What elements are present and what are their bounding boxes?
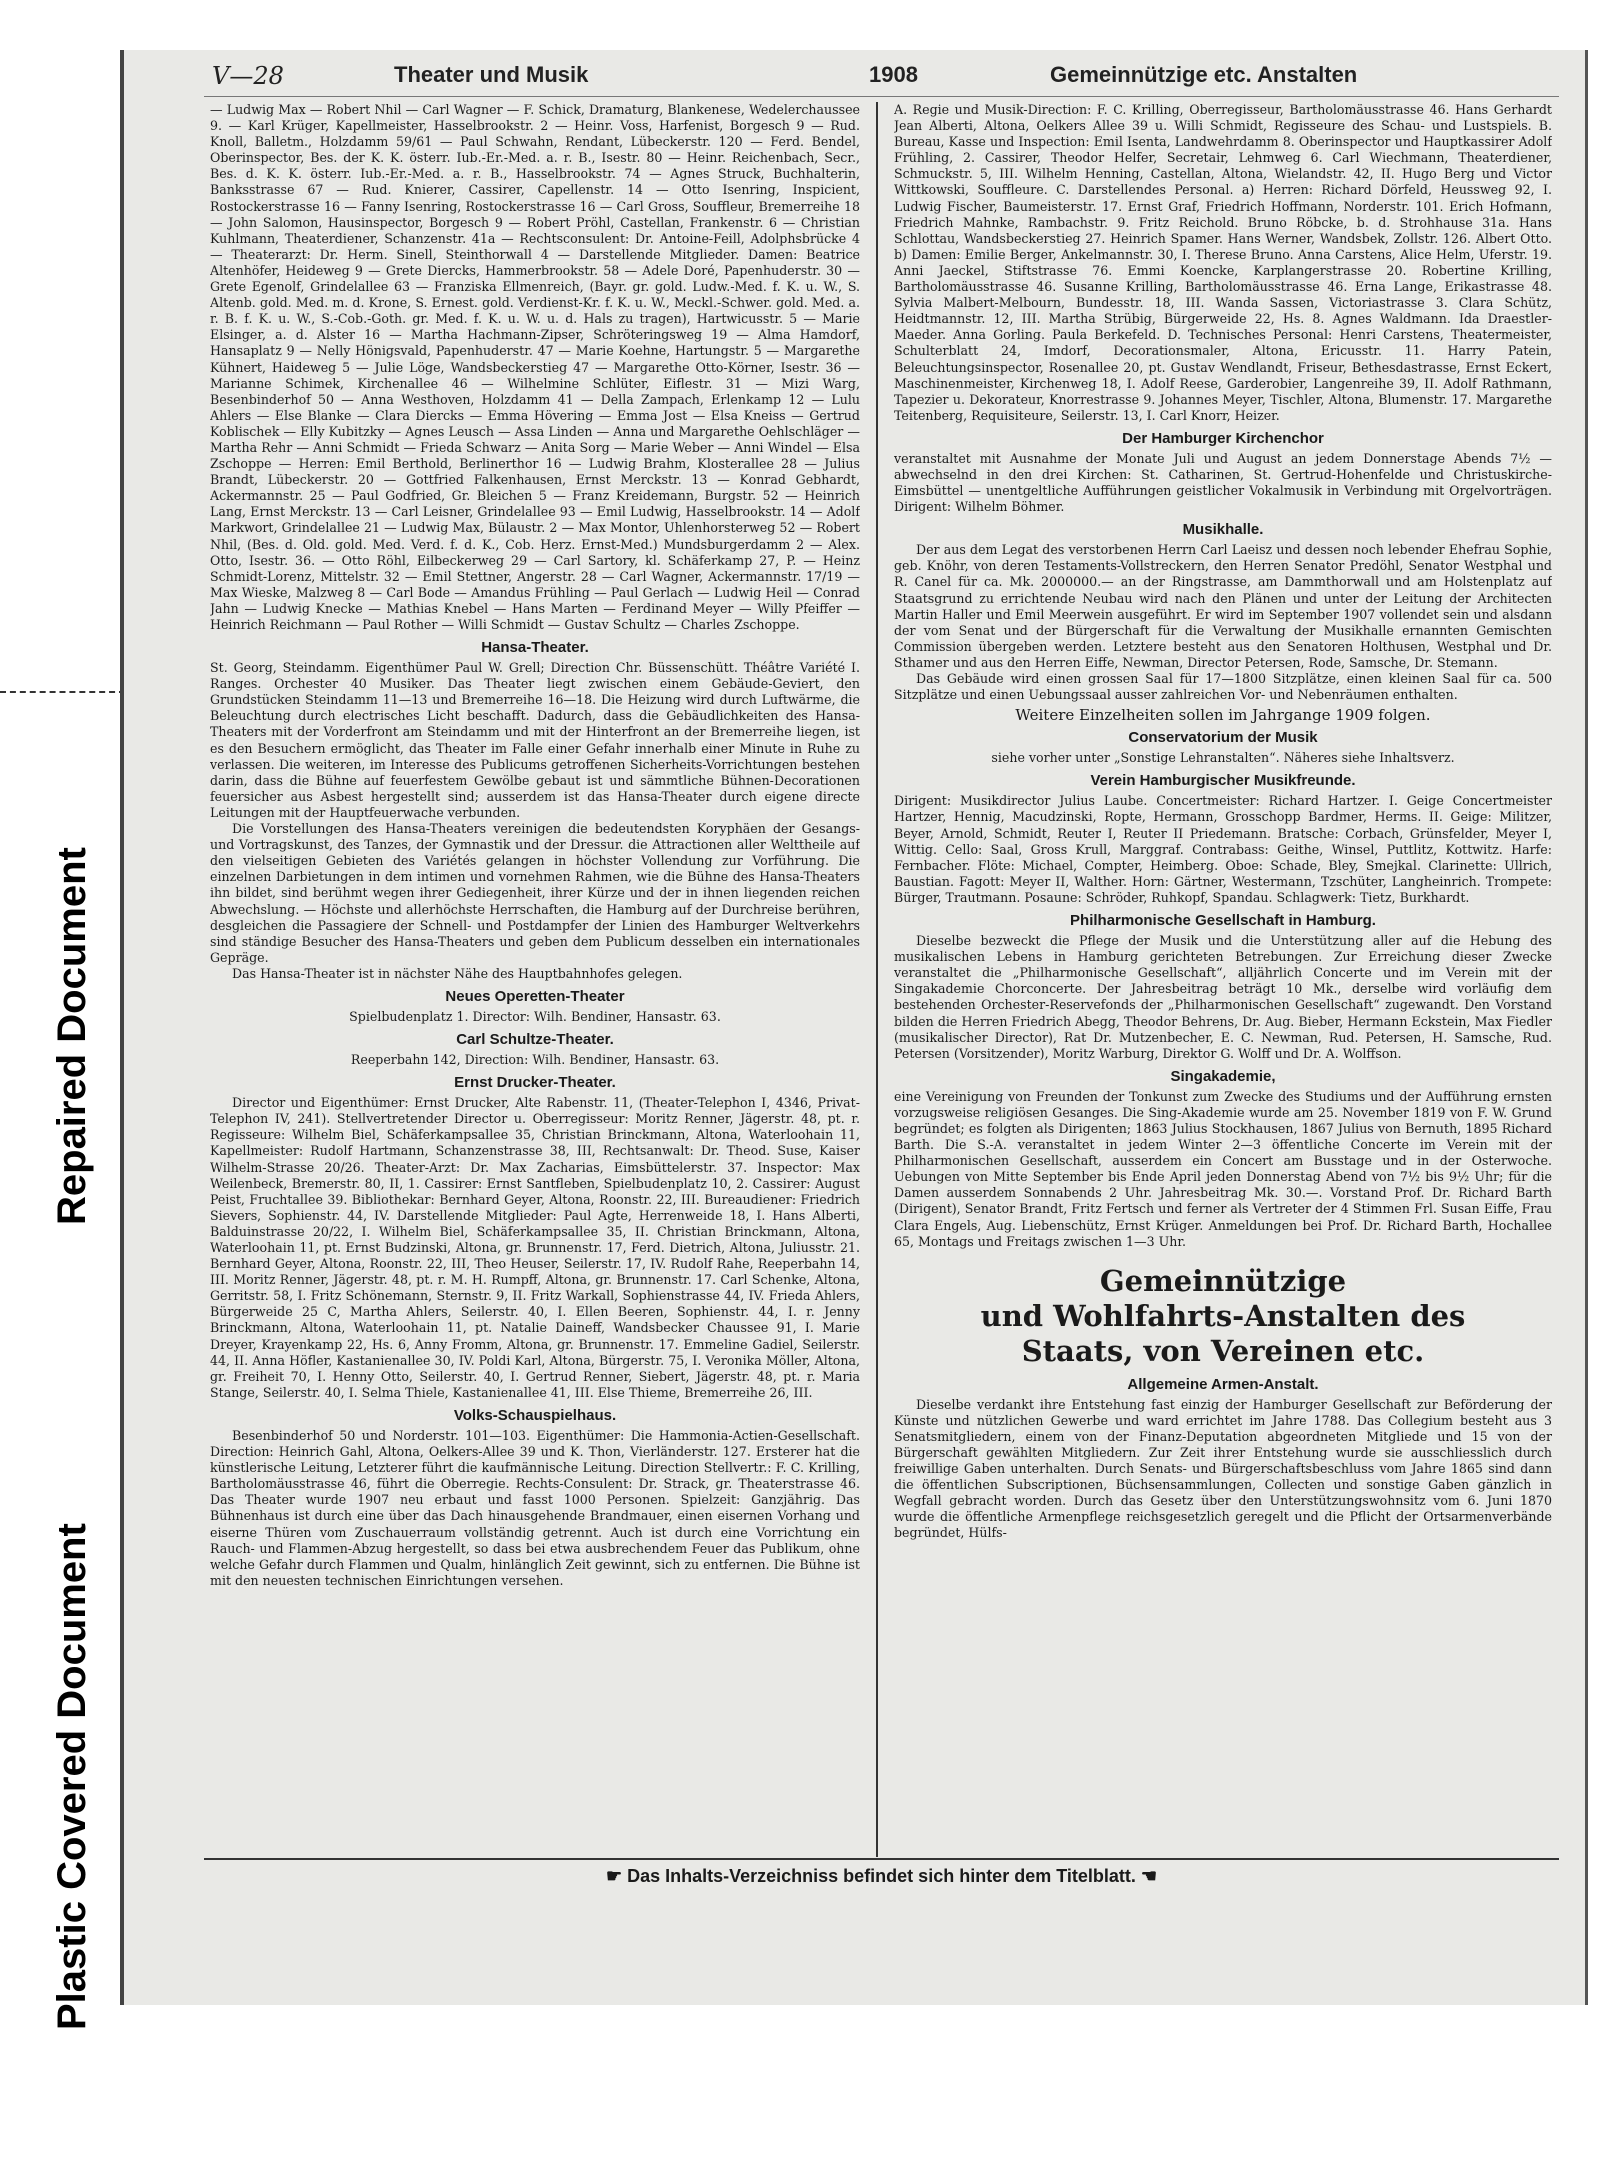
page-content bbox=[204, 58, 1559, 1998]
scanned-page bbox=[120, 50, 1588, 2005]
armen-anstalt-paragraph: Dieselbe verdankt ihre Entstehung fast einzig der Hamburger Gesellschaft zur Beförderung der Künste und nützlichen Gewerbe und ward errichtet im Jahre 1788. Das Collegium besteht aus 3 Senatsmitgliedern, einem von der Finanz-Deputation abgeordneten Mitgliede und 15 von der Bürgerschaft gewählten Mitgliedern. Zur Zeit ihrer Entstehung wurde sie ausschliesslich durch freiwillige Gaben unterhalten. Durch Senats- und Bürgerschaftsbeschluss vom Jahre 1865 sind dann die öffentlichen Subscriptionen, Büchsensammlungen, Collecten und sonstige Gaben gänzlich in Wegfall gebracht worden. Durch das Gesetz über den Unterstützungswohnsitz vom 6. Juni 1870 wurde die öffentliche Armenpflege reichsgesetzlich geregelt und die Pflicht der Ortsarmenverbände begründet, Hülfs- bbox=[894, 1396, 1552, 1541]
kirchenchor-paragraph: veranstaltet mit Ausnahme der Monate Juli und August an jedem Donnerstage Abends 7½ — abwechselnd in den drei Kirchen: St. Catharinen, St. Gertrud-Hohenfelde und Christuskirche-Eimsbüttel — unentgeltliche Aufführungen geistlicher Vokalmusik in Verbindung mit Orgelvorträgen. Dirigent: Wilhelm Böhmer. bbox=[894, 450, 1552, 515]
operetten-paragraph: Spielbudenplatz 1. Director: Wilh. Bendiner, Hansastr. 63. bbox=[349, 1008, 721, 1024]
section-title-singakademie: Singakademie, bbox=[1170, 1067, 1276, 1085]
section-title-armen-anstalt: Allgemeine Armen-Anstalt. bbox=[1127, 1375, 1319, 1393]
section-title-conservatorium: Conservatorium der Musik bbox=[1128, 729, 1318, 747]
chapter-title bbox=[894, 1264, 1552, 1369]
repaired-document-label: Repaired Document bbox=[50, 847, 94, 1225]
hansa-paragraph-1: St. Georg, Steindamm. Eigenthümer Paul W. Grell; Direction Chr. Büssenschütt. Théâtre Variété I. Ranges. Orchester 40 Musiker. Das Theater liegt zwischen einem Gebäude-Geviert, den Grundstücken Steindamm 11—13 und Bremerreihe 16—18. Die Heizung wird durch Luftwärme, die Beleuchtung durch electrisches Licht beschafft. Dadurch, dass die Gebäudlichkeiten des Hansa-Theaters mit der Vorderfront am Steindamm und mit der Hinterfront an der Bremerreihe liegen, ist es den Besuchern ermöglicht, das Theater im Falle einer Gefahr innerhalb einer Minute in Ruhe zu verlassen. Die weiteren, im Interesse des Publicums getroffenen Sicherheits-Vorrichtungen bestehen darin, dass die Bühne auf feuerfestem Gewölbe gebaut ist und sämmtliche Bühnen-Decorationen feuersicher aus Asbest hergestellt sind; ausserdem ist das Hansa-Theater durch eigene directe Leitungen mit der Hauptfeuerwache verbunden. bbox=[210, 660, 860, 820]
philharmonie-paragraph: Dieselbe bezweckt die Pflege der Musik und die Unterstützung aller auf die Hebung des musikalischen Lebens in Hamburg gerichteten Betrebungen. Zur Erreichung dieser Zwecke veranstaltet die „Philharmonische Gesellschaft“, alljährlich Concerte und im Verein mit der Singakademie Chorconcerte. Der Jahresbeitrag beträgt 10 Mk., derselbe wird vorläufig dem bestehenden Orchester-Reservefonds der „Philharmonischen Gesellschaft“ zugewandt. Den Vorstand bilden die Herren Friedrich Abegg, Theodor Behrens, Dr. Aug. Bieber, Hermann Eckstein, Max Fiedler (musikalischer Director), Rat Dr. Mutzenbecher, E. C. Newman, Rud. Petersen, H. Samsche, Rud. Petersen (Vorsitzender), Moritz Warburg, Direktor G. Wolff und Dr. A. Wolffson. bbox=[894, 933, 1552, 1061]
section-title-operetten: Neues Operetten-Theater bbox=[445, 987, 625, 1005]
section-title-hansa: Hansa-Theater. bbox=[481, 639, 589, 657]
musikhalle-paragraph-1: Der aus dem Legat des verstorbenen Herrn Carl Laeisz und dessen noch lebender Ehefrau Sophie, geb. Knöhr, von deren Testaments-Vollstreckern, den Herren Senator Predöhl, Senator Westphal und R. Canel für ca. Mk. 2000000.— an der Ringstrasse, am Dammthorwall und am Holstenplatz auf Staatsgrund zu errichtende Neubau wird nach den Plänen und unter der Leitung der Architecten Martin Haller und Emil Meerwein ausgeführt. Er wird im September 1907 vollendet sein und alsdann der vom Senat und der Bürgerschaft für die Verwaltung der Musikhalle ernannten Gemischten Commission übergeben werden. Letztere besteht aus den Senatoren Holthusen, Westphal und Dr. Sthamer und aus den Herren Eiffe, Newman, Director Petersen, Rode, Samsche, Dr. Stemann. bbox=[894, 542, 1552, 670]
left-column bbox=[210, 102, 860, 1857]
section-title-volks: Volks-Schauspielhaus. bbox=[453, 1406, 617, 1424]
section-title-musikhalle: Musikhalle. bbox=[1182, 521, 1264, 539]
singakademie-paragraph: eine Vereinigung von Freunden der Tonkunst zum Zwecke des Studiums und der Aufführung ernsten vorzugsweise religiösen Gesanges. Die Sing-Akademie wurde am 25. November 1819 von F. W. Grund begründet; es folgten als Dirigenten; 1863 Julius Stockhausen, 1867 Julius von Bernuth, 1895 Richard Barth. Die S.-A. veranstaltet in jedem Winter 2—3 öffentliche Concerte im Verein mit der Philharmonischen Gesellschaft, ausserdem ein Concert am Busstage und in der Osterwoche. Uebungen von Mitte September bis Ende April jeden Donnerstag Abend von 7½ bis 9½ Uhr; für die Damen ausserdem Sonnabends 2 Uhr. Jahresbeitrag Mk. 30.—. Vorstand Prof. Dr. Richard Barth (Dirigent), Senator Brandt, Fritz Fertsch und ferner als Vertreter der 4 Stimmen Frl. Susan Eiffe, Frau Clara Engels, Aug. Liebenschütz, Ernst Krüger. Anmeldungen bei Prof. Dr. Richard Barth, Hochallee 65, Montags und Freitags zwischen 1—3 Uhr. bbox=[894, 1088, 1552, 1249]
section-title-schultze: Carl Schultze-Theater. bbox=[456, 1031, 614, 1049]
footer-text: Das Inhalts-Verzeichniss befindet sich hinter dem Titelblatt. bbox=[627, 1866, 1136, 1886]
verein-paragraph: Dirigent: Musikdirector Julius Laube. Concertmeister: Richard Hartzer. I. Geige Concertmeister Hartzer, Hennig, Macudzinski, Ropte, Hermann, Grosschopp Bardmer, Herms. II. Geige: Militzer, Beyer, Arnold, Schmidt, Reuter I, Reuter II Priedemann. Bratsche: Corbach, Grünsfelder, Meyer I, Wittig. Cello: Saal, Gross Krull, Marggraf. Contrabass: Geithe, Winsel, Puttlitz, Kottwitz. Harfe: Fernbacher. Flöte: Michael, Compter, Heimberg. Oboe: Schade, Bley, Smejkal. Clarinette: Ullrich, Baustian. Fagott: Meyer II, Walther. Horn: Gärtner, Westermann, Tzschüter, Langheinrich. Trompete: Bürger, Trautmann. Posaune: Schröder, Ruhkopf, Spandau. Schlagwerk: Tietz, Burkhardt. bbox=[894, 793, 1552, 905]
pointing-hand-right-icon: ☛ bbox=[605, 1866, 623, 1886]
pointing-hand-left-icon: ☚ bbox=[1140, 1866, 1158, 1886]
header-left-title: Theater und Musik bbox=[394, 62, 589, 87]
conservatorium-paragraph: siehe vorher unter „Sonstige Lehranstalten“. Näheres siehe Inhaltsverz. bbox=[991, 750, 1455, 766]
section-title-drucker: Ernst Drucker-Theater. bbox=[454, 1074, 616, 1092]
chapter-title-line-3: Staats, von Vereinen etc. bbox=[1021, 1333, 1425, 1368]
footer-notice bbox=[204, 1866, 1559, 1887]
volks-paragraph: Besenbinderhof 50 und Norderstr. 101—103. Eigenthümer: Die Hammonia-Actien-Gesellschaft. Direction: Heinrich Gahl, Altona, Oelkers-Allee 39 und K. Thon, Vierländerstr. 127. Ersterer hat die künstlerische Leitung, Letzterer führt die kaufmännische Leitung. Direction Stellvertr.: F. C. Krilling, Bartholomäusstrasse 46, führt die Oberregie. Rechts-Consulent: Dr. Strack, gr. Theaterstrasse 46. Das Theater wurde 1907 neu erbaut und fasst 1000 Personen. Spielzeit: Ganzjährig. Das Bühnenhaus ist durch eine über das Dach hinausgehende Brandmauer, einen eisernen Vorhang und eiserne Thüren vom Zuschauerraum vollständig getrennt. Auch ist durch eine Vorrichtung ein Rauch- und Flammen-Abzug hergestellt, so dass bei etwa ausbrechendem Feuer das Publikum, ohne welche Gefahr durch Flammen und Qualm, hinlänglich Zeit gewinnt, sich zu entfernen. Die Bühne ist mit den neuesten technischen Einrichtungen versehen. bbox=[210, 1427, 860, 1588]
schultze-paragraph: Reeperbahn 142, Direction: Wilh. Bendiner, Hansastr. 63. bbox=[350, 1052, 720, 1068]
text-columns bbox=[204, 102, 1559, 1857]
musikhalle-paragraph-2: Das Gebäude wird einen grossen Saal für 17—1800 Sitzplätze, einen kleinen Saal für ca. 500 Sitzplätze und einen Uebungssaal ausser zahlreichen Vor- und Nebenräumen enthalten. bbox=[894, 671, 1552, 703]
footer-rule bbox=[204, 1858, 1559, 1860]
section-title-philharmonie: Philharmonische Gesellschaft in Hamburg. bbox=[1070, 912, 1376, 930]
section-title-verein: Verein Hamburgischer Musikfreunde. bbox=[1090, 772, 1356, 790]
header-right-title: Gemeinnützige etc. Anstalten bbox=[1050, 62, 1358, 87]
side-labels bbox=[0, 0, 115, 2177]
section-title-kirchenchor: Der Hamburger Kirchenchor bbox=[1122, 429, 1324, 447]
page-header bbox=[204, 58, 1559, 97]
column-divider bbox=[876, 102, 878, 1857]
hansa-paragraph-2: Die Vorstellungen des Hansa-Theaters vereinigen die bedeutendsten Koryphäen der Gesangs- und Vortragskunst, des Tanzes, der Gymnastik und der Dressur. die Attractionen aller Welttheile auf den vielseitigen Gebieten des Variétés gelangen in höchster Vollendung zur Vorführung. Die einzelnen Darbietungen in dem intimen und vornehmen Rahmen, wie die Bühne des Hansa-Theaters ihn bildet, sind berühmt wegen ihrer Gediegenheit, ihrer Kürze und der in ihnen liegenden reichen Abwechslung. — Höchste und allerhöchste Herrschaften, die Hamburg auf der Durchreise berühren, desgleichen die Passagiere der Schnell- und Postdampfer der Linien des Hamburger Weltverkehrs sind ständige Besucher des Hansa-Theaters und geben dem Publicum desselben ein internationales Gepräge. bbox=[210, 821, 860, 965]
hansa-paragraph-3: Das Hansa-Theater ist in nächster Nähe des Hauptbahnhofes gelegen. bbox=[232, 965, 683, 981]
drucker-paragraph: Director und Eigenthümer: Ernst Drucker, Alte Rabenstr. 11, (Theater-Telephon I, 4346, Privat-Telephon IV, 241). Stellvertretender Director u. Oberregisseur: Moritz Renner, Jägerstr. 48, pt. r. Regisseure: Wilhelm Biel, Schäferkampsallee 35, Christian Brinckmann, Altona, Waterloohain 11, Kapellmeister: Rudolf Hartmann, Schanzenstrasse 38, III, Rechtsanwalt: Dr. Theod. Suse, Kaiser Wilhelm-Strasse 20/26. Theater-Arzt: Dr. Max Zacharias, Eimsbüttelerstr. 37. Inspector: Max Weilenbeck, Bremerstr. 80, II, 1. Cassirer: Ernst Santfleben, Spielbudenplatz 10, 2. Cassirer: August Peist, Fruchtallee 39. Bibliothekar: Bernhard Geyer, Altona, Roonstr. 22, III. Bureaudiener: Friedrich Sievers, Sophienstr. 44, IV. Darstellende Mitglieder: Paul Agte, Herrenweide 18, I. Hans Alberti, Balduinstrasse 20/22, I. Wilhelm Biel, Schäferkampsallee 35, II. Christian Brinckmann, Altona, Waterloohain 11, pt. Ernst Budzinski, Altona, gr. Brunnenstr. 17, Ferd. Dietrich, Altona, Juliusstr. 21. Bernhard Geyer, Altona, Roonstr. 22, III, Theo Heuser, Seilerstr. 17, IV. Rudolf Rahe, Reeperbahn 14, III. Moritz Renner, Jägerstr. 48, pt. r. M. H. Rumpff, Altona, gr. Brunnenstr. 17. Carl Schenke, Altona, Gerritstr. 58, I. Fritz Schönemann, Sternstr. 9, II. Fritz Warkall, Sophienstrasse 44, IV. Frieda Ahlers, Bürgerweide 25 C, Martha Ahlers, Seilerstr. 40, I. Ellen Beeren, Sophienstr. 44, I. r. Jenny Brinckmann, Altona, Waterloohain 11, pt. Natalie Daineff, Wandsbecker Chaussee 91, I. Marie Dreyer, Krayenkamp 22, Hs. 6, Anny Fromm, Altona, gr. Brunnenstr. 17. Emmeline Gadiel, Seilerstr. 44, II. Anna Höfler, Kastanienallee 30, IV. Poldi Karl, Altona, Bürgerstr. 75, I. Veronika Möller, Altona, gr. Freiheit 70, I. Henny Otto, Seilerstr. 40, I. Gertrud Renner, Siebert, Jägerstr. 48, pt. r. Maria Stange, Seilerstr. 40, I. Selma Thiele, Kastanienallee 41, III. Else Thieme, Bremerreihe 26, III. bbox=[210, 1095, 860, 1400]
right-column bbox=[894, 102, 1552, 1857]
page-number: V—28 bbox=[212, 62, 284, 90]
volks-staff-list: A. Regie und Musik-Direction: F. C. Krilling, Oberregisseur, Bartholomäusstrasse 46. Hans Gerhardt Jean Alberti, Altona, Oelkers Allee 39 u. Willi Schmidt, Regisseure des Schau- und Lustspiels. B. Bureau, Kasse und Inspection: Emil Isenta, Landwehrdamm 8. Oberinspector und Hauptkassirer Adolf Frühling, 2. Cassirer, Theodor Helfer, Secretair, Lehmweg 6. Carl Wiechmann, Theaterdiener, Schmuckstr. 5, III. Wilhelm Henning, Castellan, Altona, Wielandstr. 42, II. Hugo Berg und Victor Wittkowski, Souffleure. C. Darstellendes Personal. a) Herren: Richard Dörfeld, Heussweg 92, I. Ludwig Fischer, Baumeisterstr. 17. Ernst Graf, Friedrich Hoffmann, Norderstr. 101. Erich Hofmann, Friedrich Mahnke, Rambachstr. 9. Fritz Reichold. Bruno Röbcke, b. d. Strohhause 31a. Hans Schlottau, Wandsbeckerstieg 27. Heinrich Spamer. Hans Werner, Wandsbek, Zollstr. 126. Albert Otto. b) Damen: Emilie Berger, Ankelmannstr. 30, I. Therese Bruno. Anna Carstens, Alice Helm, Uferstr. 19. Anni Jaeckel, Stiftstrasse 76. Emmi Koencke, Karplangerstrasse 20. Robertine Krilling, Bartholomäusstrasse 46. Susanne Krilling, Bartholomäusstrasse 46. Erna Lange, Erikastrasse 48. Sylvia Malbert-Melbourn, Bundesstr. 18, III. Wanda Sassen, Victoriastrasse 3. Clara Schütz, Heidtmannstr. 12, III. Martha Strübig, Bürgerweide 22, Hs. 8. Agnes Waldmann. Ida Draestler-Maeder. Anna Gorling. Paula Berkefeld. D. Technisches Personal: Henri Carstens, Theatermeister, Schulterblatt 24, Imdorf, Decorationsmaler, Altona, Ericusstr. 11. Harry Patein, Beleuchtungsinspector, Rosenallee 20, pt. Gustav Wendlandt, Friseur, Bethesdastrasse, Ernst Eckert, Maschinenmeister, Kirchenweg 18, I. Adolf Reese, Garderobier, Langenreihe 39, II. Adolf Rathmann, Tapezier u. Dekorateur, Knorrestrasse 9. Johannes Meyer, Tischler, Altona, Blumenstr. 17. Margarethe Teitenberg, Requisiteure, Seilerstr. 13, I. Carl Knorr, Heizer. bbox=[894, 102, 1552, 423]
staff-list: — Ludwig Max — Robert Nhil — Carl Wagner — F. Schick, Dramaturg, Blankenese, Wedelerchaussee 9. — Karl Krüger, Kapellmeister, Hasselbrookstr. 2 — Heinr. Voss, Harfenist, Borgesch 9 — Rud. Knoll, Balletm., Holzdamm 59/61 — Paul Schwahn, Rendant, Lübeckerstr. 120 — Ferd. Bendel, Oberinspector, Bes. der K. K. österr. Iub.-Er.-Med. a. r. B., Isestr. 80 — Heinr. Reichenbach, Secr., Bes. d. K. K. österr. Iub.-Er.-Med. a. r. B., Hasselbrookstr. 74 — Agnes Struck, Buchhalterin, Banksstrasse 67 — Rud. Knierer, Cassirer, Capellenstr. 14 — Otto Isenring, Inspicient, Rostockerstrasse 16 — Fanny Isenring, Rostockerstrasse 16 — Carl Gross, Souffleur, Bremerreihe 18 — John Salomon, Hausinspector, Borgesch 9 — Robert Pröhl, Castellan, Frankenstr. 6 — Christian Kuhlmann, Theaterdiener, Schanzenstr. 41a — Rechtsconsulent: Dr. Antoine-Feill, Adolphsbrücke 4 — Theaterarzt: Dr. Herm. Sinell, Steinthorwall 4 — Darstellende Mitglieder. Damen: Beatrice Altenhöfer, Heideweg 9 — Grete Diercks, Hammerbrookstr. 58 — Adele Doré, Papenhuderstr. 30 — Grete Egenolf, Grindelallee 63 — Franziska Ellmenreich, (Bayr. gr. gold. Ludw.-Med. f. K. u. W., S. Altenb. gold. Med. m. d. Krone, S. Ernest. gold. Verdienst-Kr. f. K. u. W., Meckl.-Schwer. gold. Med. a. r. B. f. K. u. W., S.-Cob.-Goth. gr. Med. f. K. u. W. u. d. Hals zu tragen), Hartwicusstr. 5 — Marie Elsinger, a. d. Alster 16 — Martha Hachmann-Zipser, Schröteringsweg 19 — Alma Hamdorf, Hansaplatz 9 — Nelly Hönigsvald, Papenhuderstr. 47 — Marie Koehne, Hartungstr. 5 — Margarethe Kühnert, Haideweg 5 — Julie Löge, Wandsbeckerstieg 47 — Margarethe Otto-Körner, Isestr. 36 — Marianne Schimek, Kirchenallee 46 — Wilhelmine Schlüter, Eiflestr. 31 — Mizi Warg, Besenbinderhof 50 — Anna Westhoven, Holzdamm 41 — Della Zampach, Erlenkamp 12 — Lulu Ahlers — Else Blanke — Clara Diercks — Emma Hövering — Emma Jost — Elsa Kneiss — Gertrud Koblischek — Elly Kubitzky — Agnes Leusch — Assa Linden — Anna und Margarethe Oehlschläger — Martha Rehr — Anni Schmidt — Frieda Schwarz — Anita Sorg — Marie Weber — Anni Windel — Elsa Zschoppe — Herren: Emil Berthold, Berlinerthor 16 — Ludwig Brahm, Klosterallee 28 — Julius Brandt, Lübeckerstr. 20 — Gottfried Falkenhausen, Ernst Merckstr. 13 — Konrad Gebhardt, Ackermannstr. 25 — Paul Godfried, Gr. Bleichen 5 — Franz Kreidemann, Burgstr. 52 — Heinrich Lang, Ernst Merckstr. 13 — Carl Leisner, Grindelallee 93 — Emil Ludwig, Hasselbrookstr. 14 — Adolf Markwort, Grindelallee 21 — Ludwig Max, Bülaustr. 2 — Max Montor, Uhlenhorsterweg 52 — Robert Nhil, (Bes. d. Old. gold. Med. Verd. f. d. K., Cob. Herz. Ernst-Med.) Mundsburgerdamm 2 — Alex. Otto, Isestr. 36. — Otto Röhl, Eilbeckerweg 29 — Carl Sartory, kl. Schäferkamp 27, P. — Heinz Schmidt-Lorenz, Mittelstr. 32 — Emil Stettner, Angerstr. 28 — Carl Wagner, Ackermannstr. 17/19 — Max Wieske, Malzweg 8 — Carl Bode — Amandus Frühling — Paul Gerlach — Ludwig Heil — Conrad Jahn — Ludwig Knecke — Mathias Knebel — Hans Marten — Ferdinand Meyer — Willy Pfeiffer — Heinrich Reichmann — Paul Rother — Willi Schmidt — Gustav Schultz — Charles Zschoppe. bbox=[210, 102, 860, 632]
plastic-covered-document-label: Plastic Covered Document bbox=[50, 1523, 94, 2030]
chapter-title-line-1: Gemeinnützige bbox=[1099, 1263, 1347, 1298]
chapter-title-line-2: und Wohlfahrts-Anstalten des bbox=[980, 1298, 1466, 1333]
musikhalle-note: Weitere Einzelheiten sollen im Jahrgange 1909 folgen. bbox=[1015, 706, 1431, 725]
dashed-divider bbox=[0, 691, 125, 693]
header-year: 1908 bbox=[869, 62, 918, 87]
